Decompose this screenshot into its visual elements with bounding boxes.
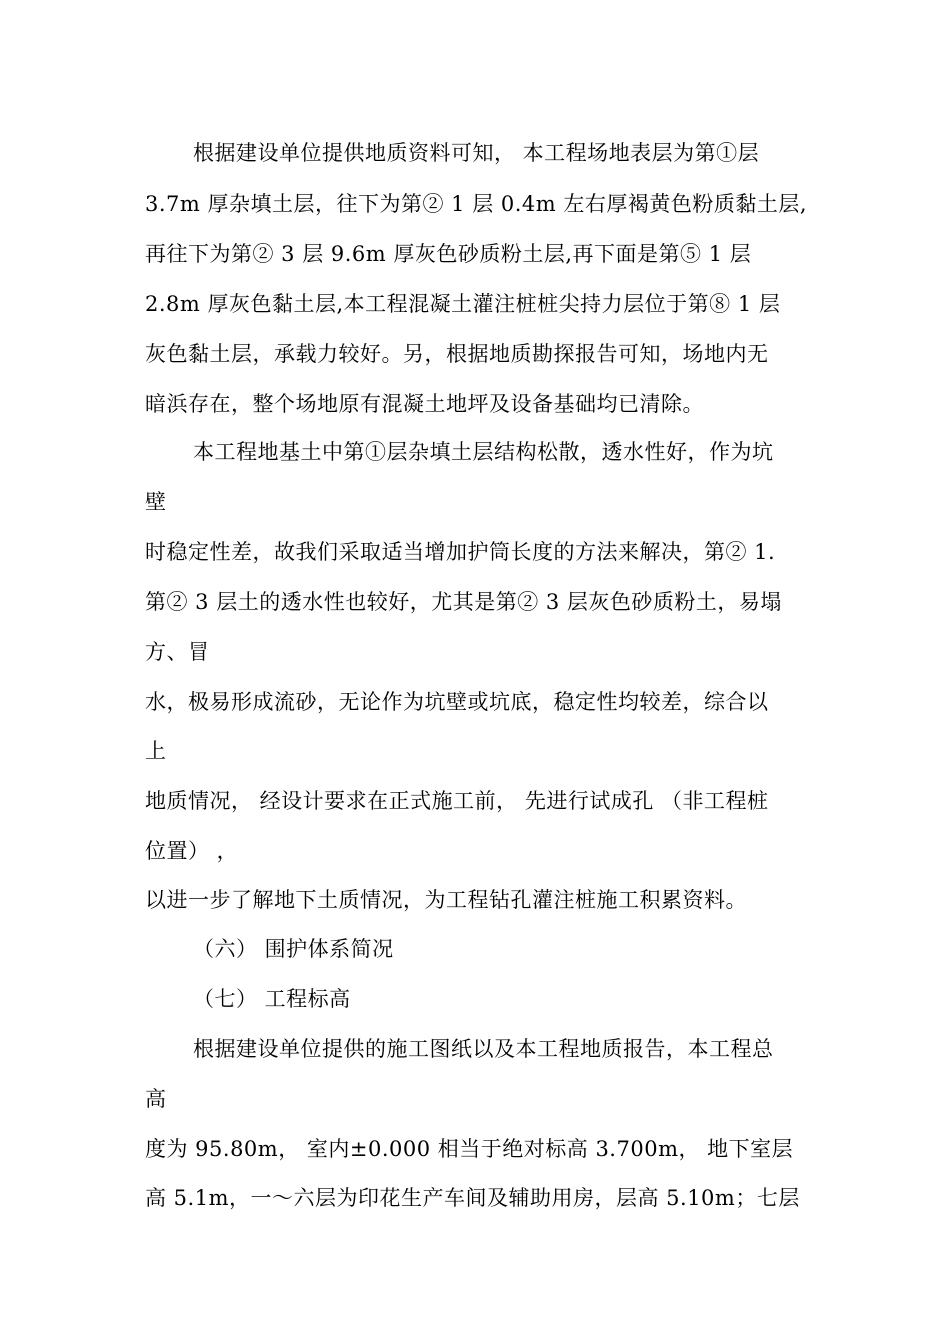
paragraph-line: 高 5.1m，一～六层为印花生产车间及辅助用房，层高 5.10m；七层: [145, 1186, 800, 1210]
paragraph-line: 上: [145, 739, 167, 763]
section-heading: （七） 工程标高: [193, 987, 351, 1011]
paragraph-line: 暗浜存在，整个场地原有混凝土地坪及设备基础均已清除。: [145, 392, 704, 416]
paragraph-line: 第② 3 层土的透水性也较好，尤其是第② 3 层灰色砂质粉土，易塌: [145, 590, 782, 614]
paragraph-line: 地质情况， 经设计要求在正式施工前， 先进行试成孔 （非工程桩: [145, 789, 769, 813]
paragraph-line: 时稳定性差，故我们采取适当增加护筒长度的方法来解决，第② 1.: [145, 540, 776, 564]
paragraph-line: 度为 95.80m， 室内±0.000 相当于绝对标高 3.700m， 地下室层: [145, 1137, 794, 1161]
paragraph-line: 本工程地基土中第①层杂填土层结构松散，透水性好，作为坑: [193, 440, 774, 464]
paragraph-line: 方、冒: [145, 640, 210, 664]
paragraph-line: 根据建设单位提供地质资料可知， 本工程场地表层为第①层: [193, 141, 760, 165]
paragraph-line: 灰色黏土层，承载力较好。另，根据地质勘探报告可知，场地内无: [145, 342, 769, 366]
paragraph-line: 2.8m 厚灰色黏土层,本工程混凝土灌注桩桩尖持力层位于第⑧ 1 层: [145, 292, 781, 316]
paragraph-line: 壁: [145, 490, 167, 514]
paragraph-line: 3.7m 厚杂填土层，往下为第② 1 层 0.4m 左右厚褐黄色粉质黏土层,: [145, 192, 808, 216]
paragraph-line: 根据建设单位提供的施工图纸以及本工程地质报告，本工程总: [193, 1037, 774, 1061]
section-heading: （六） 围护体系简况: [193, 937, 394, 961]
paragraph-line: 位置） ，: [145, 839, 239, 863]
paragraph-line: 以进一步了解地下土质情况，为工程钻孔灌注桩施工积累资料。: [145, 888, 747, 912]
paragraph-line: 再往下为第② 3 层 9.6m 厚灰色砂质粉土层,再下面是第⑤ 1 层: [145, 242, 752, 266]
paragraph-line: 水，极易形成流砂，无论作为坑壁或坑底，稳定性均较差，综合以: [145, 690, 769, 714]
paragraph-line: 高: [145, 1087, 167, 1111]
